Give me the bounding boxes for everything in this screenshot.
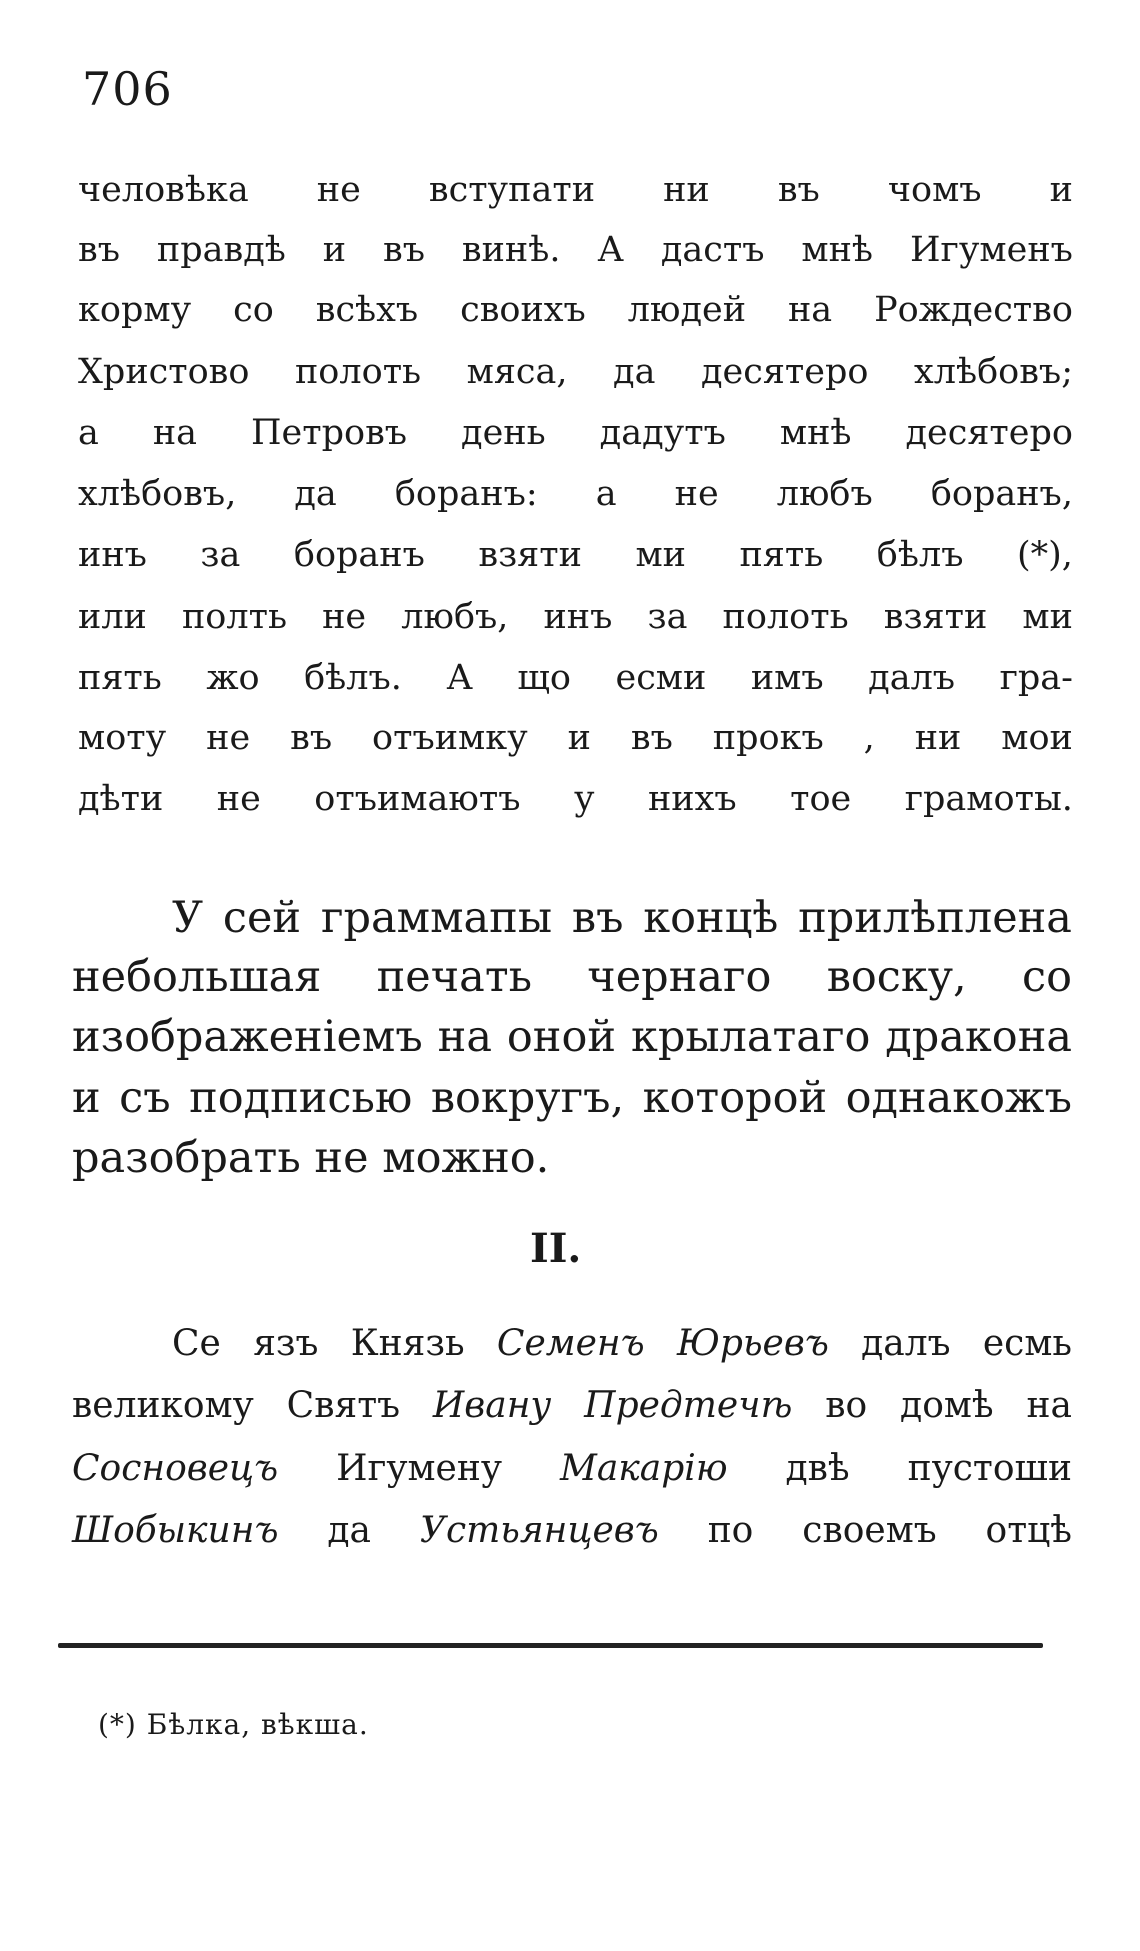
word: винѣ. [461,230,561,270]
word: пять [78,658,162,698]
word: грамоты. [904,779,1073,819]
word: небольшая [72,952,322,1002]
text-line [172,1323,1072,1364]
word: хлѣбовъ; [914,352,1073,392]
word: изображенiемъ [72,1012,423,1062]
word: Се [172,1323,221,1364]
word: Шобыкинъ [72,1510,279,1551]
word: своемъ [802,1510,937,1551]
word: Святъ [286,1385,401,1426]
word: Князь [350,1323,465,1364]
word: десятеро [700,352,869,392]
word: язъ [253,1323,319,1364]
word: людей [627,290,747,330]
word: въ [571,893,624,943]
word: Игуменъ [909,230,1073,270]
word: чомъ [887,170,982,210]
word: любъ, [401,597,509,637]
text-line [72,1510,1072,1551]
word: и [322,230,347,270]
text-line [78,352,1073,392]
word: концѣ [643,893,779,943]
page-number: 706 [82,62,173,116]
text-line [172,893,1072,943]
word: , [863,718,875,758]
word: боранъ: [394,474,538,514]
word: оной [506,1012,616,1062]
word: (*), [1016,535,1073,575]
word: на [787,290,833,330]
word: дастъ [660,230,765,270]
word: и [1049,170,1073,210]
text-line [72,1448,1072,1489]
word: не [674,474,719,514]
word: полоть [294,352,422,392]
word: полть [181,597,288,637]
word: сей [222,893,302,943]
word: далъ [861,1323,951,1364]
word: ми [635,535,686,575]
text-line [78,413,1073,453]
word: не [316,170,361,210]
word: тое [790,779,852,819]
word: есмь [982,1323,1072,1364]
word: съ [119,1073,171,1123]
word: Сосновецъ [72,1448,279,1489]
word: у [573,779,595,819]
word: со [233,290,274,330]
word: бѣлъ [876,535,964,575]
word: крылатаго [630,1012,871,1062]
word: да [327,1510,371,1551]
text-line [78,474,1073,514]
word: домѣ [900,1385,994,1426]
word: прокъ [712,718,824,758]
word: ми [1022,597,1073,637]
word: да [294,474,337,514]
word: не [206,718,251,758]
word: въ [78,230,120,270]
word: въ [290,718,333,758]
word: воску, [826,952,967,1002]
word: Юрьевъ [676,1323,829,1364]
text-line [72,952,1072,1002]
word: мнѣ [779,413,852,453]
word: подписью [189,1073,413,1123]
word: нихъ [647,779,737,819]
word: взяти [478,535,582,575]
word: далъ [868,658,956,698]
word: въ [383,230,425,270]
word: боранъ, [930,474,1073,514]
word: дадутъ [599,413,726,453]
word: отцѣ [985,1510,1072,1551]
word: що [517,658,571,698]
word: гра- [999,658,1073,698]
word: пять [739,535,824,575]
word: ни [914,718,962,758]
word: на [437,1012,492,1062]
text-line [78,779,1073,819]
word: любъ [776,474,873,514]
section-number: II. [530,1225,582,1272]
word: или [78,597,147,637]
text-line [78,718,1073,758]
word: своихъ [460,290,586,330]
word: а [78,413,99,453]
word: имъ [750,658,824,698]
word: въ [630,718,673,758]
word: Предтечѣ [584,1385,793,1426]
word: за [647,597,688,637]
text-line [72,1073,1072,1123]
word: Петровъ [251,413,408,453]
text-line [78,170,1073,210]
word: мои [1001,718,1073,758]
text-line [78,658,1073,698]
word: корму [78,290,192,330]
word: дѣти [78,779,164,819]
word: А [597,230,624,270]
text-line [72,1012,1072,1062]
text-line [72,1385,1072,1426]
word: на [152,413,198,453]
word: есми [615,658,707,698]
word: бѣлъ. [304,658,402,698]
word: однакожъ [845,1073,1072,1123]
word: граммапы [320,893,553,943]
word: да [613,352,656,392]
footnote-divider [58,1643,1043,1648]
footnote: (*) Бѣлка, вѣкша. [98,1708,369,1741]
word: всѣхъ [315,290,419,330]
word: дракона [885,1012,1072,1062]
word: У [172,893,204,943]
word: пустоши [907,1448,1072,1489]
word: чернаго [587,952,772,1002]
word: мнѣ [801,230,874,270]
word: жо [206,658,260,698]
word: двѣ [785,1448,850,1489]
word: во [825,1385,868,1426]
word: А [446,658,473,698]
word: Семенъ [496,1323,645,1364]
word: Устьянцевъ [419,1510,659,1551]
word: разобрать не можно. [72,1133,550,1183]
word: на [1026,1385,1072,1426]
word: которой [642,1073,828,1123]
text-line [78,230,1073,270]
word: ни [663,170,710,210]
word: вступати [428,170,596,210]
word: день [461,413,546,453]
text-line [78,290,1073,330]
word: инъ [543,597,613,637]
word: не [322,597,367,637]
word: великому [72,1385,254,1426]
word: со [1022,952,1072,1002]
text-line [72,1133,1072,1183]
word: Рождество [874,290,1073,330]
text-line [78,597,1073,637]
word: не [216,779,261,819]
word: отъимку [372,718,528,758]
word: печать [376,952,533,1002]
word: десятеро [905,413,1073,453]
word: мяса, [466,352,568,392]
word: правдѣ [156,230,286,270]
word: хлѣбовъ, [78,474,237,514]
word: за [200,535,241,575]
word: Христово [78,352,250,392]
word: Ивану [432,1385,552,1426]
word: и [567,718,591,758]
word: вокругъ, [430,1073,625,1123]
word: отъимаютъ [314,779,521,819]
text-line [78,535,1073,575]
word: моту [78,718,167,758]
word: Макарiю [559,1448,728,1489]
word: боранъ [293,535,425,575]
word: полоть [722,597,849,637]
word: а [595,474,617,514]
word: прилѣплена [798,893,1072,943]
word: взяти [883,597,988,637]
word: Игумену [336,1448,503,1489]
word: и [72,1073,101,1123]
word: въ [777,170,820,210]
word: инъ [78,535,147,575]
word: по [707,1510,754,1551]
word: человѣка [78,170,249,210]
